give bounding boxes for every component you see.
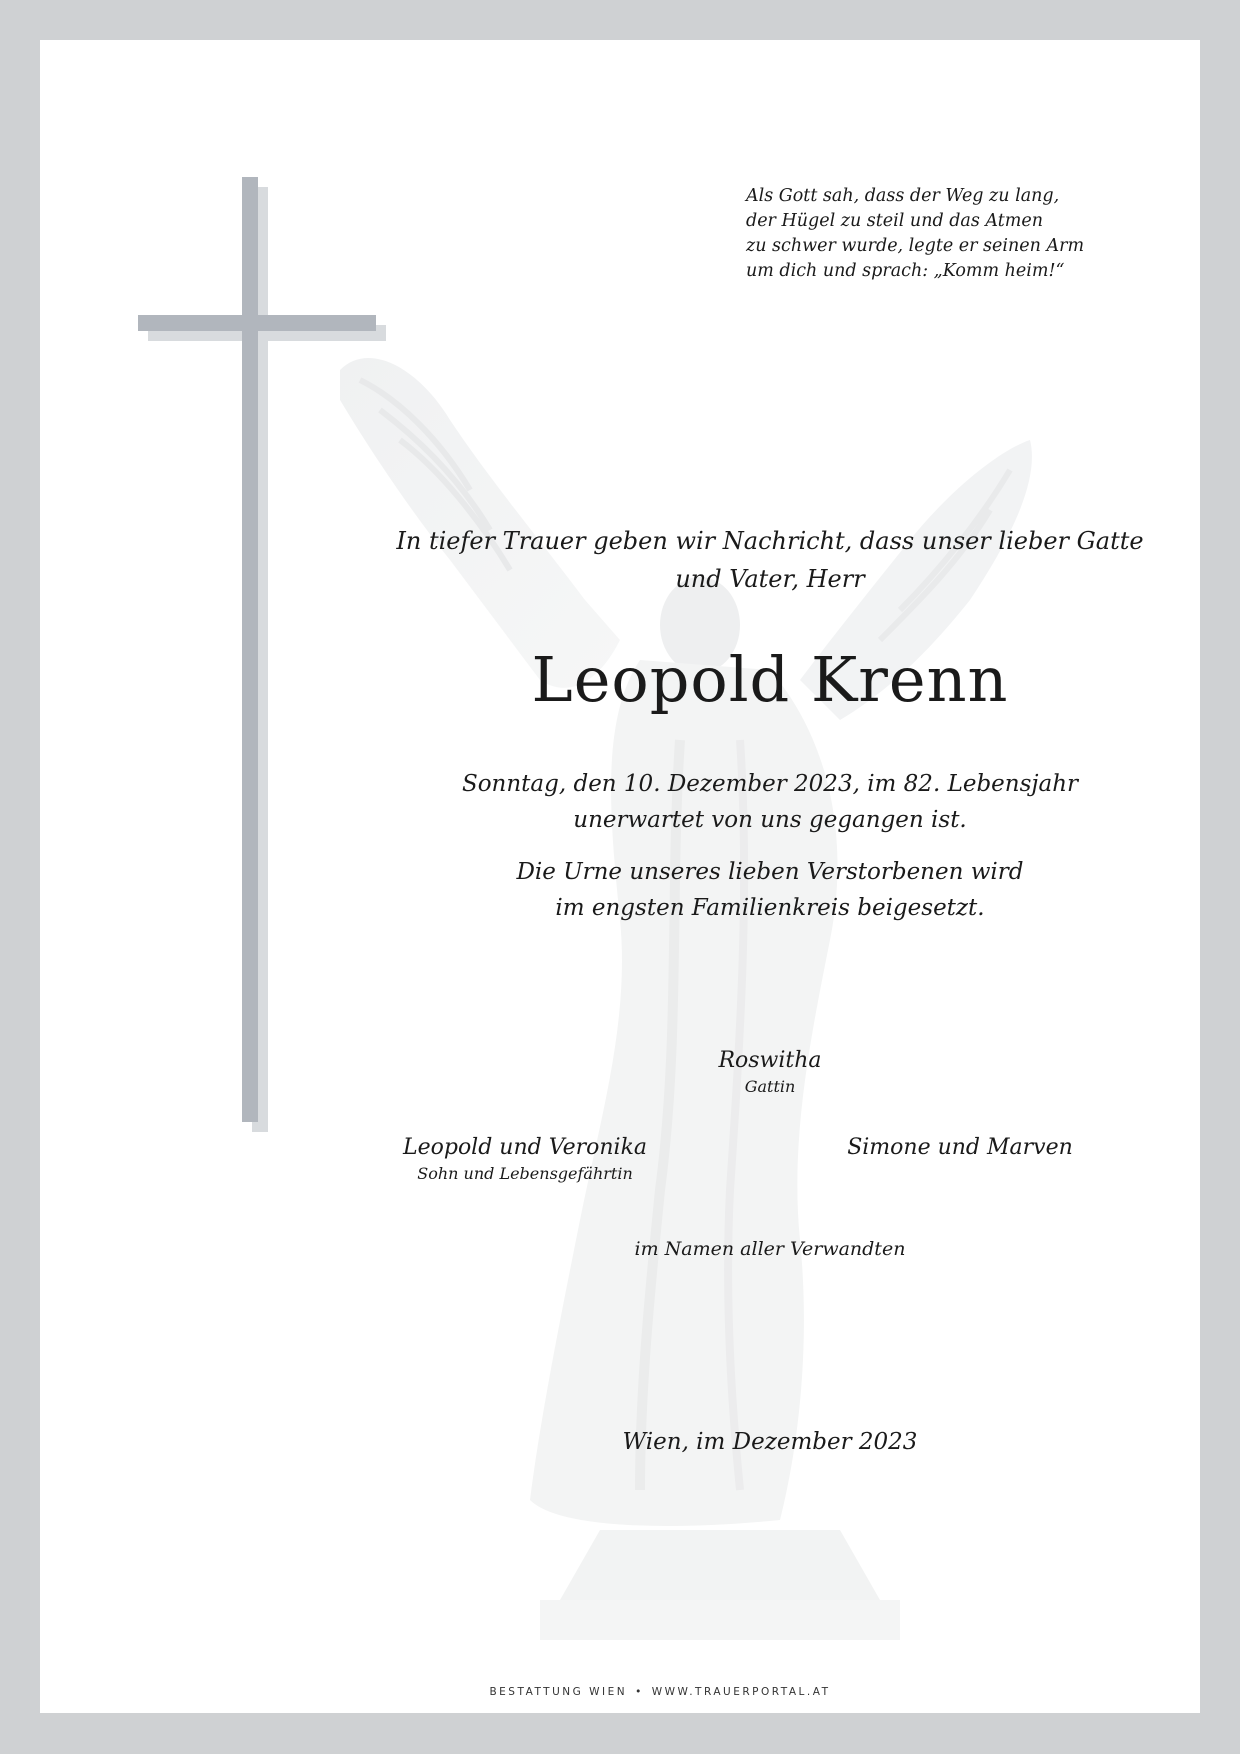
survivor-role: Sohn und Lebensgefährtin: [417, 1164, 633, 1183]
poem-line: Als Gott sah, dass der Weg zu lang,: [746, 186, 1060, 206]
date-line-1: Sonntag, den 10. Dezember 2023, im 82. Lebensjahr: [461, 771, 1079, 797]
survivor-name: Roswitha: [718, 1048, 822, 1073]
obituary-page: [40, 40, 1200, 1713]
survivor-daughter: [815, 1133, 1105, 1163]
survivor-role: Gattin: [744, 1077, 796, 1096]
memorial-poem: [746, 184, 1166, 284]
urn-burial-text: [370, 854, 1170, 926]
survivor-widow: [670, 1046, 870, 1098]
poem-line: zu schwer wurde, legte er seinen Arm: [746, 236, 1085, 256]
poem-line: der Hügel zu steil und das Atmen: [746, 211, 1043, 231]
death-date-text: [370, 766, 1170, 838]
survivor-name: Simone und Marven: [847, 1135, 1073, 1160]
place-and-date: Wien, im Dezember 2023: [622, 1429, 918, 1455]
urn-line-1: Die Urne unseres lieben Verstorbenen wird: [516, 859, 1024, 885]
footer-website-link[interactable]: WWW.TRAUERPORTAL.AT: [651, 1686, 831, 1698]
urn-line-2: im engsten Familienkreis beigesetzt.: [555, 895, 985, 921]
footer-separator: •: [635, 1686, 644, 1698]
intro-line-2: und Vater, Herr: [675, 565, 865, 593]
date-line-2: unerwartet von uns gegangen ist.: [573, 807, 967, 833]
poem-line: um dich und sprach: „Komm heim!“: [746, 261, 1065, 281]
survivor-son: [375, 1133, 675, 1185]
footer: [370, 1686, 950, 1698]
intro-line-1: In tiefer Trauer geben wir Nachricht, dass unser lieber Gatte: [396, 527, 1144, 555]
relatives-note: im Namen aller Verwandten: [634, 1238, 906, 1260]
survivor-name: Leopold und Veronika: [402, 1135, 648, 1160]
intro-text: [370, 522, 1170, 598]
deceased-name: Leopold Krenn: [531, 643, 1009, 716]
footer-company: BESTATTUNG WIEN: [489, 1686, 628, 1698]
